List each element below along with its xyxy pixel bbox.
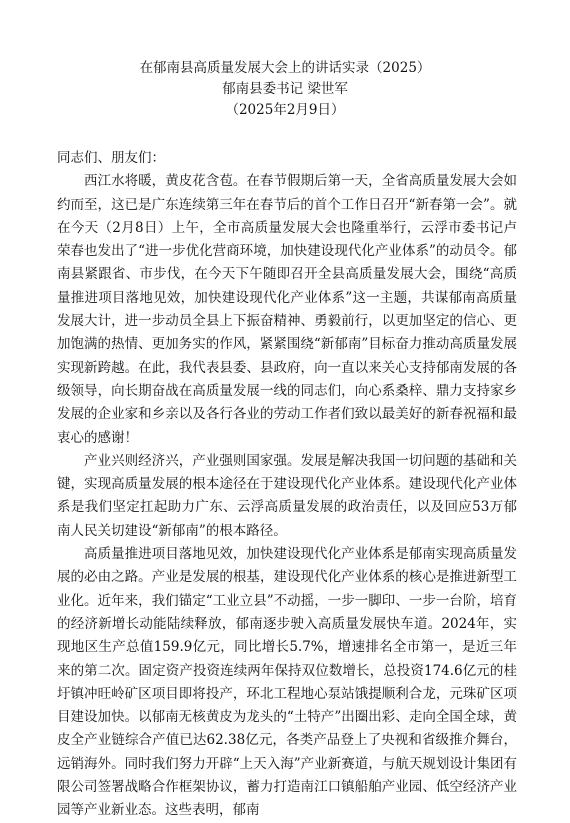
paragraph-2: 产业兴则经济兴，产业强则国家强。发展是解决我国一切问题的基础和关键，实现高质量发展的根本途径在于建设现代化产业体系。建设现代化产业体系是我们坚定扛起助力广东、云浮高质量发展的政治责任，以及回应53万郁南人民关切建设“新郁南”的根本路径。 — [57, 452, 517, 539]
document-title: 在郁南县高质量发展大会上的讲话实录（2025） — [139, 60, 431, 76]
paragraph-1: 西江水将暖，黄皮花含苞。在春节假期后第一天，全省高质量发展大会如约而至，这已是广东连续第三年在春节后的首个工作日召开“新春第一会”。就在今天（2月8日）上午，全市高质量发展大会也隆重举行，云浮市委书记卢荣春也发出了“进一步优化营商环境，加快建设现代化产业体系”的动员令。郁南县紧跟省、市步伐，在今天下午随即召开全县高质量发展大会，围绕“高质量推进项目落地见效，加快建设现代化产业体系”这一主题，共谋郁南高质量发展大计，进一步动员全县上下振奋精神、勇毅前行，以更加坚定的信心、更加饱满的热情、更加务实的作风，紧紧围绕“新郁南”目标奋力推动高质量发展实现新跨越。在此，我代表县委、县政府，向一直以来关心支持郁南发展的各级领导，向长期奋战在高质量发展一线的同志们，向心系桑梓、鼎力支持家乡发展的企业家和乡亲以及各行各业的劳动工作者们致以最美好的新春祝福和最衷心的感谢！ — [57, 173, 517, 446]
paragraph-3: 高质量推进项目落地见效，加快建设现代化产业体系是郁南实现高质量发展的必由之路。产业是发展的根基，建设现代化产业体系的核心是推进新型工业化。近年来，我们锚定“工业立县”不动摇，一步一脚印、一步一台阶，培育的经济新增长动能陆续释放，郁南逐步驶入高质量发展快车道。2024年，实现地区生产总值159.9亿元，同比增长5.7%，增速排名全市第一，是近三年来的第二次。固定资产投资连续两年保持双位数增长，总投资174.6亿元的桂圩镇冲旺岭矿区项目即将投产，环北工程地心泵站饿提顺利合龙，元珠矿区项目建设加快。以郁南无核黄皮为龙头的“土特产”出圈出彩、走向全国全球，黄皮全产业链综合产值已达62.38亿元，各类产品登上了央视和省级推介舞台，远销海外。同时我们努力开辟“上天入海”产业新赛道，与航天规划设计集团有限公司签署战略合作框架协议，蓄力打造南江口镇船舶产业园、低空经济产业园等产业新业态。这些表明，郁南 — [57, 546, 517, 819]
greeting: 同志们、朋友们： — [57, 150, 165, 166]
speaker-line: 郁南县委书记 梁世军 — [222, 81, 348, 97]
speech-body — [57, 147, 517, 823]
speech-date: （2025年2月9日） — [225, 102, 345, 118]
title-block — [0, 58, 570, 121]
